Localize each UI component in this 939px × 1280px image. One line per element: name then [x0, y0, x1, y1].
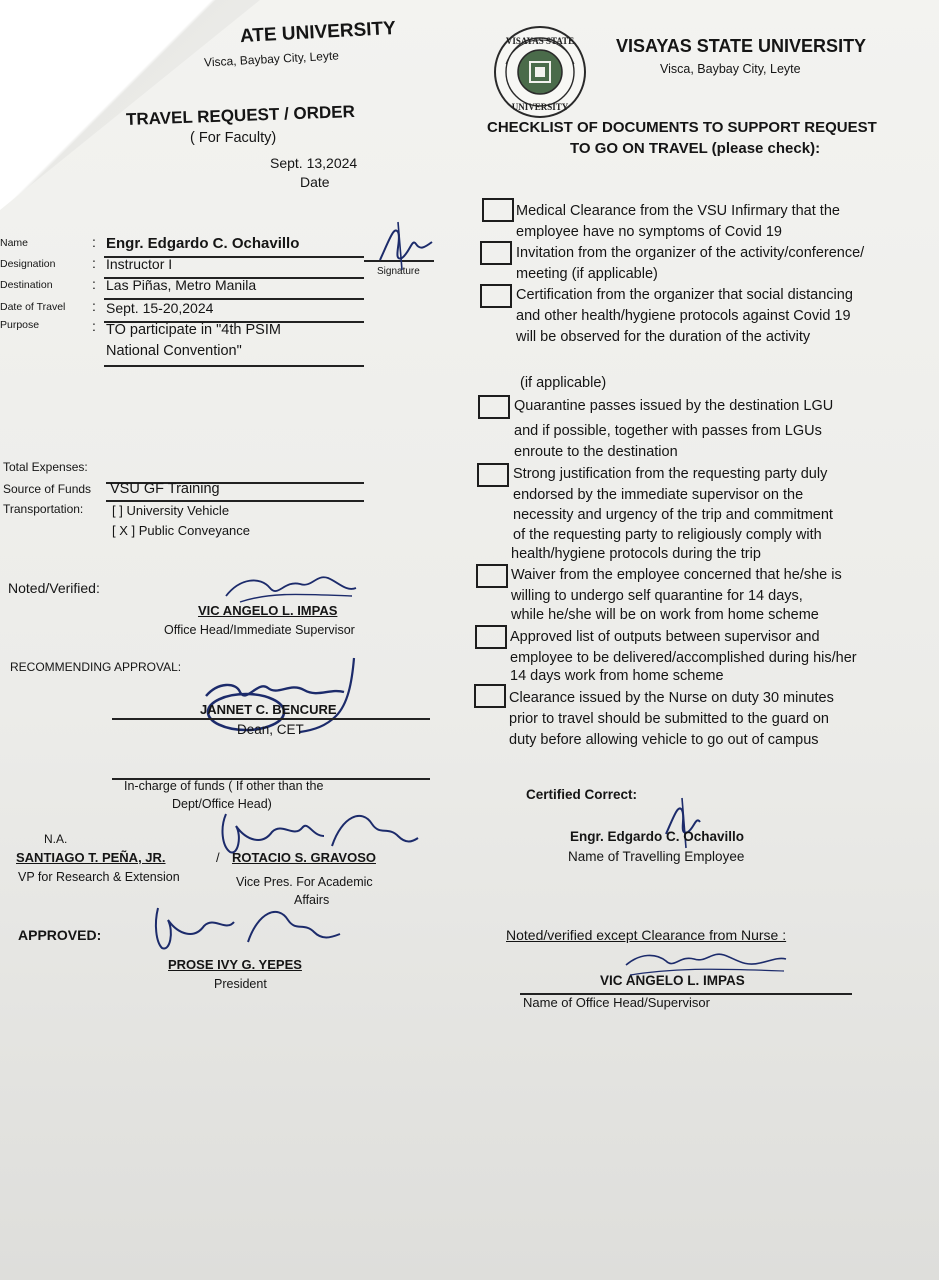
employee-title: Name of Travelling Employee [568, 849, 745, 864]
checklist-item-5-line-5: health/hygiene protocols during the trip [511, 546, 761, 562]
noted-title: Office Head/Immediate Supervisor [164, 623, 355, 637]
checklist-item-3-line-4: (if applicable) [520, 375, 607, 391]
checklist-item-5-line-1: Strong justification from the requesting party duly [513, 466, 828, 482]
vp-academic-name: ROTACIO S. GRAVOSO [232, 850, 376, 865]
checklist-item-8-line-3: duty before allowing vehicle to go out of campus [509, 732, 819, 748]
noted-except-label: Noted/verified except Clearance from Nurse : [506, 927, 787, 943]
destination-value: Las Piñas, Metro Manila [106, 277, 257, 293]
form-title: TRAVEL REQUEST / ORDER [125, 102, 356, 129]
checklist-item-3-line-3: will be observed for the duration of the activity [516, 329, 811, 345]
checkbox-certification[interactable] [480, 284, 512, 308]
vp-research-name: SANTIAGO T. PEÑA, JR. [16, 850, 166, 865]
checklist-item-1-line-1: Medical Clearance from the VSU Infirmary that the [516, 203, 840, 219]
form-subtitle: ( For Faculty) [190, 130, 277, 146]
checklist-item-7-line-3: 14 days work from home scheme [510, 668, 724, 684]
slash-separator: / [216, 850, 220, 865]
total-expenses-label: Total Expenses: [3, 460, 88, 474]
checklist-item-6-line-1: Waiver from the employee concerned that he/she is [511, 567, 842, 583]
checklist-item-8-line-1: Clearance issued by the Nurse on duty 30 minutes [509, 690, 834, 706]
purpose-line-1: TO participate in "4th PSIM [106, 322, 281, 338]
checklist-item-4-line-3: enroute to the destination [514, 444, 678, 460]
checklist-item-4-line-1: Quarantine passes issued by the destination LGU [514, 398, 834, 414]
vp-academic-title-1: Vice Pres. For Academic [236, 875, 373, 889]
checklist-item-6-line-3: while he/she will be on work from home scheme [511, 607, 819, 623]
vp-research-title: VP for Research & Extension [18, 870, 180, 884]
na-label: N.A. [44, 832, 68, 846]
checkbox-approved-outputs[interactable] [475, 625, 507, 649]
checklist-title-line-1: CHECKLIST OF DOCUMENTS TO SUPPORT REQUEST [487, 119, 877, 136]
checklist-item-2-line-1: Invitation from the organizer of the activity/conference/ [516, 245, 865, 261]
checkbox-invitation[interactable] [480, 241, 512, 265]
supervisor-name: VIC ANGELO L. IMPAS [600, 973, 745, 988]
checklist-item-5-line-3: necessity and urgency of the trip and commitment [513, 507, 833, 523]
noted-verified-label: Noted/Verified: [8, 580, 100, 596]
destination-label: Destination [0, 279, 53, 291]
incharge-label-line-1: In-charge of funds ( If other than the [124, 779, 324, 793]
request-date: Sept. 13,2024 [270, 155, 358, 171]
right-university-title: VISAYAS STATE UNIVERSITY [616, 36, 867, 56]
dean-title: Dean, CET [237, 722, 304, 737]
checkbox-strong-justification[interactable] [477, 463, 509, 487]
checkbox-waiver[interactable] [476, 564, 508, 588]
vsu-seal-icon [492, 24, 588, 120]
checklist-item-3-line-1: Certification from the organizer that social distancing [516, 287, 853, 303]
colon: : [92, 276, 96, 292]
checklist-item-5-line-2: endorsed by the immediate supervisor on the [513, 487, 804, 503]
left-university-title: ATE UNIVERSITY [239, 17, 397, 48]
svg-text:VISAYAS STATE: VISAYAS STATE [505, 36, 575, 46]
president-title: President [214, 977, 267, 991]
designation-label: Designation [0, 258, 56, 270]
purpose-underline [104, 365, 364, 367]
colon: : [92, 255, 96, 271]
date-of-travel-label: Date of Travel [0, 301, 66, 313]
date-of-travel-value: Sept. 15-20,2024 [106, 300, 214, 316]
checklist-item-6-line-2: willing to undergo self quarantine for 14 days, [511, 588, 803, 604]
checkbox-quarantine-passes[interactable] [478, 395, 510, 419]
designation-value: Instructor I [106, 256, 173, 272]
folded-corner [0, 0, 260, 210]
checklist-item-2-line-2: meeting (if applicable) [516, 266, 658, 282]
transportation-label: Transportation: [3, 502, 84, 516]
checklist-item-8-line-2: prior to travel should be submitted to the guard on [509, 711, 829, 727]
source-of-funds-value: VSU GF Training [110, 481, 220, 497]
checkbox-medical-clearance[interactable] [482, 198, 514, 222]
source-of-funds-underline [106, 500, 364, 502]
checklist-item-1-line-2: employee have no symptoms of Covid 19 [516, 224, 782, 240]
purpose-label: Purpose [0, 319, 40, 331]
checklist-item-7-line-1: Approved list of outputs between supervisor and [510, 629, 820, 645]
approved-label: APPROVED: [18, 927, 102, 943]
president-signature [148, 898, 348, 960]
applicant-signature [372, 218, 436, 276]
vp-academic-title-2: Affairs [294, 893, 330, 907]
checklist-item-5-line-4: of the requesting party to religiously comply with [513, 527, 822, 543]
transport-university-vehicle: [ ] University Vehicle [112, 503, 230, 518]
name-label: Name [0, 237, 29, 249]
employee-name: Engr. Edgardo C. Ochavillo [570, 829, 745, 844]
signature-label: Signature [377, 266, 420, 277]
recommending-approval-label: RECOMMENDING APPROVAL: [10, 660, 182, 674]
checkbox-nurse-clearance[interactable] [474, 684, 506, 708]
source-of-funds-label: Source of Funds [3, 482, 92, 496]
colon: : [92, 318, 96, 334]
purpose-line-2: National Convention" [106, 343, 242, 359]
transport-public-conveyance: [ X ] Public Conveyance [112, 523, 251, 538]
svg-text:UNIVERSITY: UNIVERSITY [511, 102, 569, 112]
right-university-address: Visca, Baybay City, Leyte [660, 62, 801, 76]
checklist-title-line-2: TO GO ON TRAVEL (please check): [570, 140, 821, 157]
dean-signature-line [112, 718, 430, 720]
noted-name: VIC ANGELO L. IMPAS [198, 603, 338, 618]
date-label: Date [300, 174, 330, 190]
supervisor-title: Name of Office Head/Supervisor [523, 995, 710, 1010]
colon: : [92, 234, 96, 250]
incharge-label-line-2: Dept/Office Head) [172, 797, 272, 811]
president-name: PROSE IVY G. YEPES [168, 957, 302, 972]
certified-correct-label: Certified Correct: [526, 787, 638, 802]
dean-name: JANNET C. BENCURE [200, 702, 337, 717]
checklist-item-7-line-2: employee to be delivered/accomplished during his/her [510, 650, 857, 666]
name-value: Engr. Edgardo C. Ochavillo [106, 235, 300, 252]
checklist-item-4-line-2: and if possible, together with passes from LGUs [514, 423, 822, 439]
colon: : [92, 298, 96, 314]
checklist-item-3-line-2: and other health/hygiene protocols against Covid 19 [516, 308, 851, 324]
left-university-address: Visca, Baybay City, Leyte [203, 48, 340, 70]
